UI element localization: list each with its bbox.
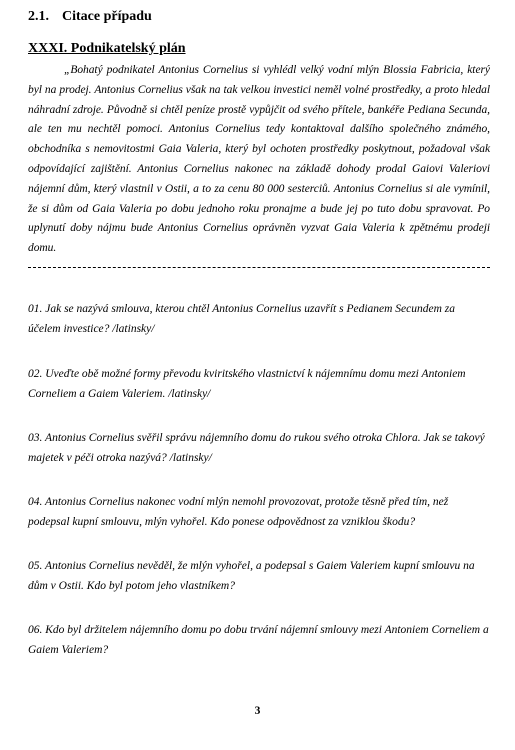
- section-title: Citace případu: [62, 9, 152, 24]
- question-02: 02. Uveďte obě možné formy převodu kviritského vlastnictví k nájemnímu domu mezi Antoniem Corneliem a Gaiem Valeriem. /latinsky/: [28, 368, 466, 400]
- dashed-divider: [28, 267, 490, 268]
- question-06: 06. Kdo byl držitelem nájemního domu po dobu trvání nájemní smlouvy mezi Antoniem Corneliem a Gaiem Valeriem?: [28, 624, 489, 656]
- page-number: 3: [254, 705, 261, 717]
- section-number: 2.1.: [28, 9, 49, 24]
- question-01: 01. Jak se nazývá smlouva, kterou chtěl Antonius Cornelius uzavřít s Pedianem Secundem za účelem investice? /latinsky/: [28, 303, 456, 335]
- question-04: 04. Antonius Cornelius nakonec vodní mlýn nemohl provozovat, protože těsně před tím, než podepsal kupní smlouvu, mlýn vyhořel. Kdo ponese odpovědnost za vzniklou škodu?: [28, 496, 449, 528]
- section-heading: [28, 8, 490, 26]
- question-03: 03. Antonius Cornelius svěřil správu nájemního domu do rukou svého otroka Chlora. Jak se takový majetek v péči otroka nazývá? /latinsky/: [28, 432, 485, 464]
- document-page: [28, 8, 490, 268]
- case-title: XXXI. Podnikatelský plán: [28, 41, 186, 56]
- question-05: 05. Antonius Cornelius nevěděl, že mlýn vyhořel, a podepsal s Gaiem Valeriem kupní smlouvu na dům v Ostii. Kdo byl potom jeho vlastníkem?: [28, 560, 475, 592]
- case-text: „Bohatý podnikatel Antonius Cornelius si vyhlédl velký vodní mlýn Blossia Fabricia, který byl na prodej. Antonius Cornelius však na tak velkou investici neměl volné prostředky, a proto hledal náhradní zdroje. Původně si chtěl peníze prostě vypůjčit od svého přítele, bankéře Pediana Secunda, ale ten mu nechtěl pomoci. Antonius Cornelius tedy kontaktoval dalšího společného známého, obchodníka s nemovitostmi Gaia Valeria, který byl ochoten prostředky poskytnout, požadoval však odpovídající zajištění. Antonius Cornelius nakonec na základě dohody prodal Gaiovi Valeriovi nájemní dům, který vlastnil v Ostii, a to za cenu 80 000 sesterciů. Antonius Cornelius si ale vymínil, že si dům od Gaia Valeria po dobu jednoho roku pronajme a bude jej po tuto dobu spravovat. Po uplynutí doby nájmu bude Antonius Cornelius oprávněn vyzvat Gaia Valeria k zpětnému prodeji domu.: [28, 64, 490, 255]
